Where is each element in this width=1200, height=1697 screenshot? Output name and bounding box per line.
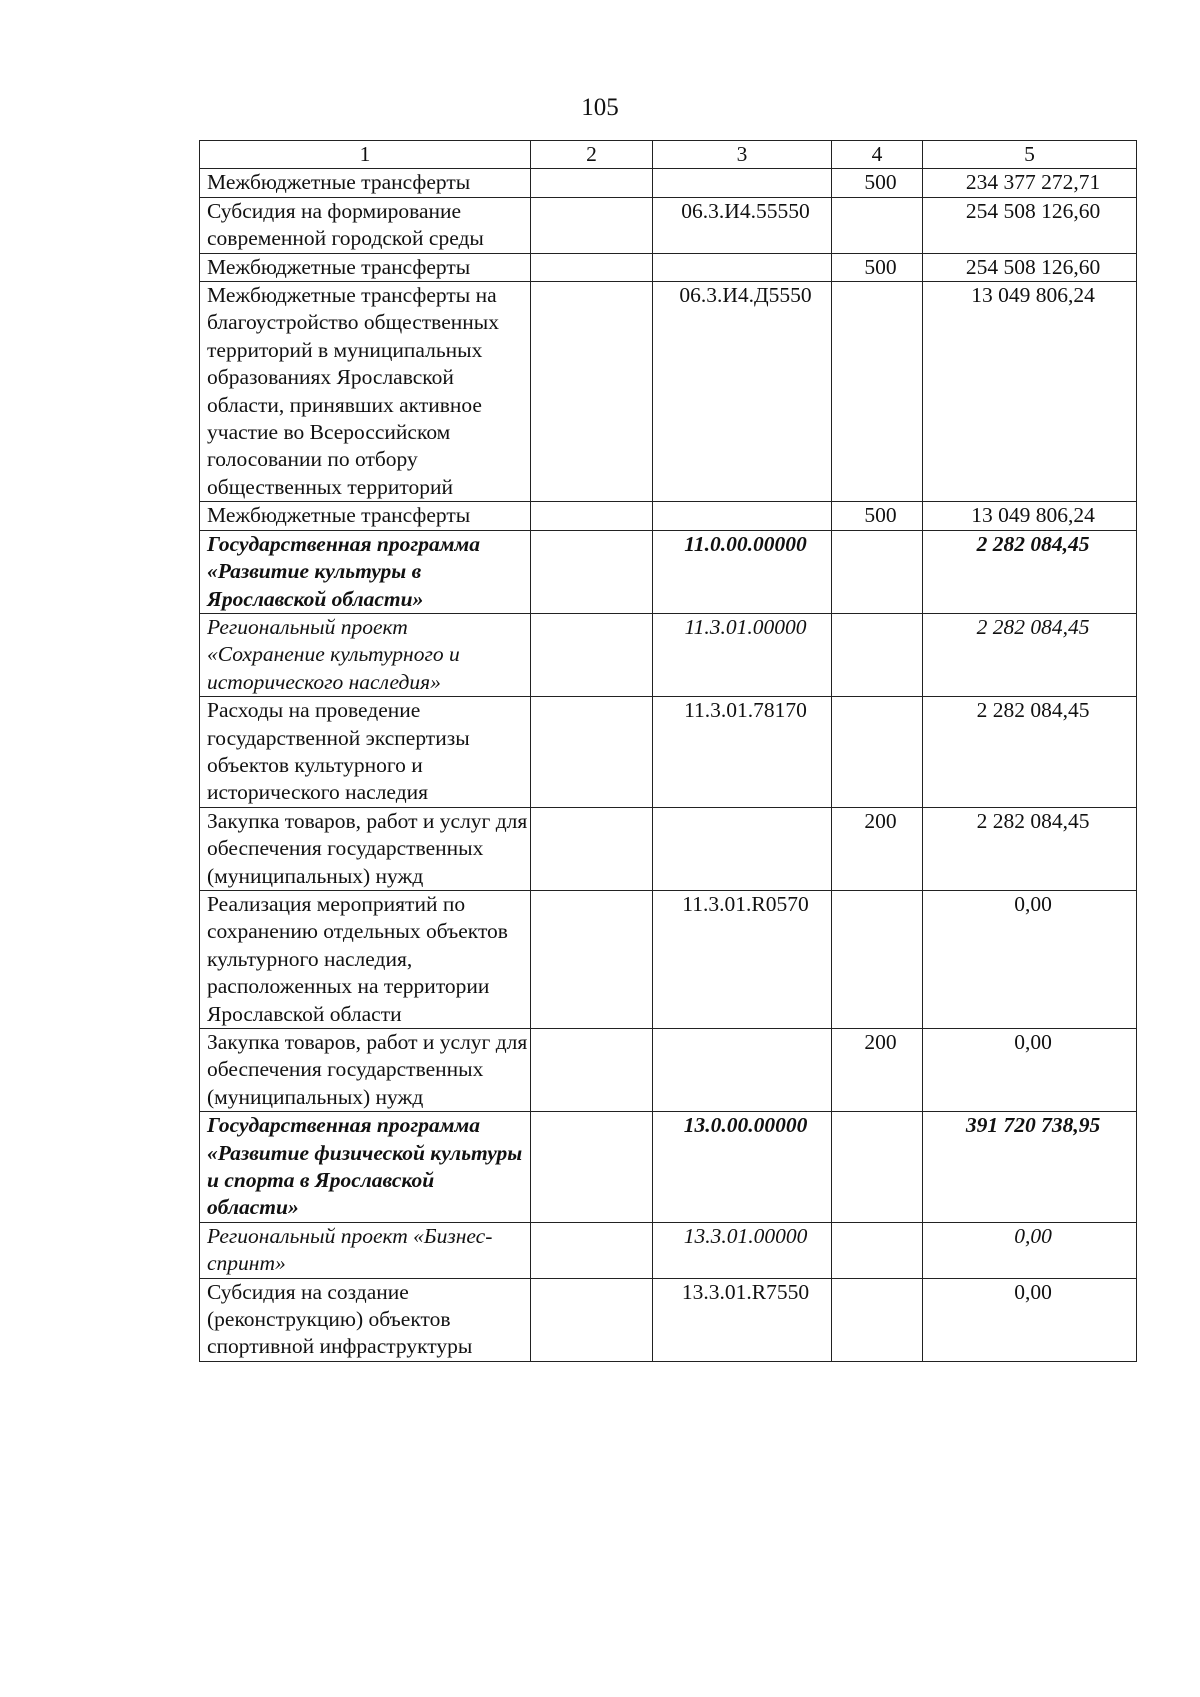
header-cell: 5 [923, 141, 1137, 169]
expense-type-cell: 500 [832, 253, 923, 281]
column-2-cell [531, 890, 653, 1028]
target-code-cell: 11.0.00.00000 [653, 530, 832, 613]
item-name-cell: Межбюджетные трансферты [200, 169, 531, 197]
table-row [200, 890, 1137, 1028]
expense-type-cell [832, 282, 923, 502]
target-code-cell [653, 807, 832, 890]
item-name-cell: Межбюджетные трансферты на благоустройство общественных территорий в муниципальных образованиях Ярославской области, принявших активное участие во Всероссийском голосовании по отбору общественных территорий [200, 282, 531, 502]
amount-cell: 254 508 126,60 [923, 197, 1137, 253]
project-row [200, 613, 1137, 696]
column-2-cell [531, 197, 653, 253]
target-code-cell: 11.3.01.R0570 [653, 890, 832, 1028]
item-name-cell: Государственная программа «Развитие культуры в Ярославской области» [200, 530, 531, 613]
header-cell: 2 [531, 141, 653, 169]
amount-cell: 234 377 272,71 [923, 169, 1137, 197]
item-name-cell: Субсидия на создание (реконструкцию) объектов спортивной инфраструктуры [200, 1278, 531, 1361]
amount-cell: 13 049 806,24 [923, 502, 1137, 530]
target-code-cell [653, 169, 832, 197]
column-2-cell [531, 807, 653, 890]
column-2-cell [531, 1222, 653, 1278]
column-2-cell [531, 697, 653, 808]
amount-cell: 2 282 084,45 [923, 697, 1137, 808]
item-name-cell: Государственная программа «Развитие физической культуры и спорта в Ярославской области» [200, 1112, 531, 1223]
item-name-cell: Региональный проект «Сохранение культурного и исторического наследия» [200, 613, 531, 696]
expense-type-cell [832, 613, 923, 696]
column-2-cell [531, 1112, 653, 1223]
table-row [200, 282, 1137, 502]
column-2-cell [531, 530, 653, 613]
amount-cell: 0,00 [923, 1029, 1137, 1112]
item-name-cell: Расходы на проведение государственной экспертизы объектов культурного и исторического наследия [200, 697, 531, 808]
table-row [200, 197, 1137, 253]
program-row [200, 1112, 1137, 1223]
target-code-cell [653, 502, 832, 530]
target-code-cell: 11.3.01.78170 [653, 697, 832, 808]
table-row [200, 1029, 1137, 1112]
column-2-cell [531, 169, 653, 197]
expense-type-cell [832, 1222, 923, 1278]
expense-type-cell [832, 890, 923, 1028]
expense-type-cell [832, 1112, 923, 1223]
column-2-cell [531, 253, 653, 281]
table-header-row [200, 141, 1137, 169]
amount-cell: 0,00 [923, 890, 1137, 1028]
project-row [200, 1222, 1137, 1278]
expense-type-cell: 200 [832, 807, 923, 890]
amount-cell: 0,00 [923, 1278, 1137, 1361]
expense-type-cell: 200 [832, 1029, 923, 1112]
expense-type-cell [832, 697, 923, 808]
header-cell: 1 [200, 141, 531, 169]
amount-cell: 254 508 126,60 [923, 253, 1137, 281]
column-2-cell [531, 1278, 653, 1361]
target-code-cell: 13.3.01.00000 [653, 1222, 832, 1278]
header-cell: 4 [832, 141, 923, 169]
table-row [200, 502, 1137, 530]
item-name-cell: Реализация мероприятий по сохранению отдельных объектов культурного наследия, расположенных на территории Ярославской области [200, 890, 531, 1028]
item-name-cell: Закупка товаров, работ и услуг для обеспечения государственных (муниципальных) нужд [200, 1029, 531, 1112]
column-2-cell [531, 282, 653, 502]
page-number: 105 [581, 94, 619, 121]
table-row [200, 169, 1137, 197]
item-name-cell: Межбюджетные трансферты [200, 502, 531, 530]
target-code-cell: 06.3.И4.Д5550 [653, 282, 832, 502]
expense-type-cell: 500 [832, 169, 923, 197]
target-code-cell: 13.3.01.R7550 [653, 1278, 832, 1361]
program-row [200, 530, 1137, 613]
table-row [200, 1278, 1137, 1361]
target-code-cell: 11.3.01.00000 [653, 613, 832, 696]
item-name-cell: Закупка товаров, работ и услуг для обеспечения государственных (муниципальных) нужд [200, 807, 531, 890]
column-2-cell [531, 1029, 653, 1112]
expense-type-cell: 500 [832, 502, 923, 530]
expense-type-cell [832, 530, 923, 613]
amount-cell: 13 049 806,24 [923, 282, 1137, 502]
amount-cell: 0,00 [923, 1222, 1137, 1278]
expense-type-cell [832, 1278, 923, 1361]
amount-cell: 2 282 084,45 [923, 613, 1137, 696]
column-2-cell [531, 613, 653, 696]
item-name-cell: Субсидия на формирование современной городской среды [200, 197, 531, 253]
column-2-cell [531, 502, 653, 530]
target-code-cell: 13.0.00.00000 [653, 1112, 832, 1223]
amount-cell: 2 282 084,45 [923, 530, 1137, 613]
target-code-cell: 06.3.И4.55550 [653, 197, 832, 253]
budget-table-body [200, 141, 1137, 1362]
amount-cell: 2 282 084,45 [923, 807, 1137, 890]
table-row [200, 253, 1137, 281]
budget-table [199, 140, 1137, 1362]
item-name-cell: Межбюджетные трансферты [200, 253, 531, 281]
table-row [200, 697, 1137, 808]
item-name-cell: Региональный проект «Бизнес-спринт» [200, 1222, 531, 1278]
target-code-cell [653, 253, 832, 281]
target-code-cell [653, 1029, 832, 1112]
table-row [200, 807, 1137, 890]
amount-cell: 391 720 738,95 [923, 1112, 1137, 1223]
header-cell: 3 [653, 141, 832, 169]
expense-type-cell [832, 197, 923, 253]
